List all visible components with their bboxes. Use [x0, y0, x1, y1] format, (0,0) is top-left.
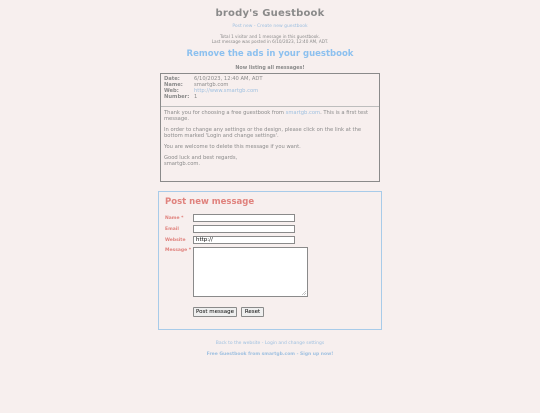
name-input[interactable] [193, 214, 295, 222]
now-listing-label: Now listing all messages! [235, 66, 305, 72]
footer-separator-1: - [261, 341, 264, 346]
footer-links [0, 341, 540, 346]
entry-name: smartgb.com [194, 82, 229, 89]
message-textarea[interactable] [193, 247, 308, 297]
post-message-button[interactable]: Post message [193, 307, 237, 317]
entry-paragraph-2: In order to change any settings or the design, please click on the link at the bottom marked 'Login and change settings'. [164, 126, 362, 140]
entry-number: 1 [194, 94, 198, 101]
free-guestbook-link[interactable]: Free Guestbook from smartgb.com [206, 352, 295, 357]
remove-ads-link[interactable]: Remove the ads in your guestbook [186, 49, 354, 60]
top-links [0, 24, 540, 29]
footer-separator-2: - [296, 352, 299, 357]
sign-up-link[interactable]: Sign up now! [300, 352, 334, 357]
entry-web-link[interactable]: http://www.smartgb.com [194, 88, 259, 95]
website-field-label: Website [165, 238, 186, 243]
email-field-label: Email [165, 227, 179, 232]
message-field-label: Message * [165, 248, 192, 253]
stats-last-message: Last message was posted in 6/10/2023, 12:40 AM, ADT. [211, 39, 329, 45]
guestbook-stats [0, 34, 540, 44]
entry-date: 6/10/2023, 12:40 AM, ADT [194, 76, 263, 82]
entry-smartgb-link[interactable]: smartgb.com [285, 110, 321, 116]
entry-paragraph-1 [164, 110, 376, 122]
create-guestbook-link[interactable]: Create new guestbook [256, 24, 308, 29]
post-new-link[interactable]: Post new [232, 24, 253, 29]
resize-grip-icon[interactable] [302, 291, 306, 295]
footer-promo [0, 352, 540, 357]
number-label: Number: [164, 94, 190, 101]
email-input[interactable] [193, 225, 295, 233]
form-heading: Post new message [165, 197, 255, 207]
login-settings-link[interactable]: Login and change settings [264, 341, 325, 346]
name-field-label: Name * [165, 216, 184, 221]
guestbook-entry [160, 73, 380, 182]
entry-body [161, 107, 379, 174]
page [0, 8, 540, 357]
name-label: Name: [164, 82, 183, 89]
back-to-website-link[interactable]: Back to the website [215, 341, 261, 346]
entry-paragraph-4 [164, 155, 376, 167]
entry-p4-line2: smartgb.com. [164, 160, 201, 167]
entry-meta [161, 74, 379, 107]
entry-p1-suffix: . This is a first test message. [164, 110, 368, 123]
entry-p1-prefix: Thank you for choosing a free guestbook from [164, 110, 286, 116]
date-label: Date: [164, 76, 180, 82]
website-input[interactable]: http:// [193, 236, 295, 244]
post-message-form [158, 191, 382, 330]
web-label: Web: [164, 88, 179, 95]
stats-visitors: Total 1 visitor and 1 message in this guestbook. [219, 34, 321, 39]
top-links-separator: - [253, 24, 256, 29]
page-title: brody's Guestbook [215, 8, 325, 19]
reset-button[interactable]: Reset [241, 307, 264, 317]
entry-paragraph-3: You are welcome to delete this message if you want. [164, 143, 301, 150]
entry-p4-line1: Good luck and best regards, [164, 154, 238, 161]
